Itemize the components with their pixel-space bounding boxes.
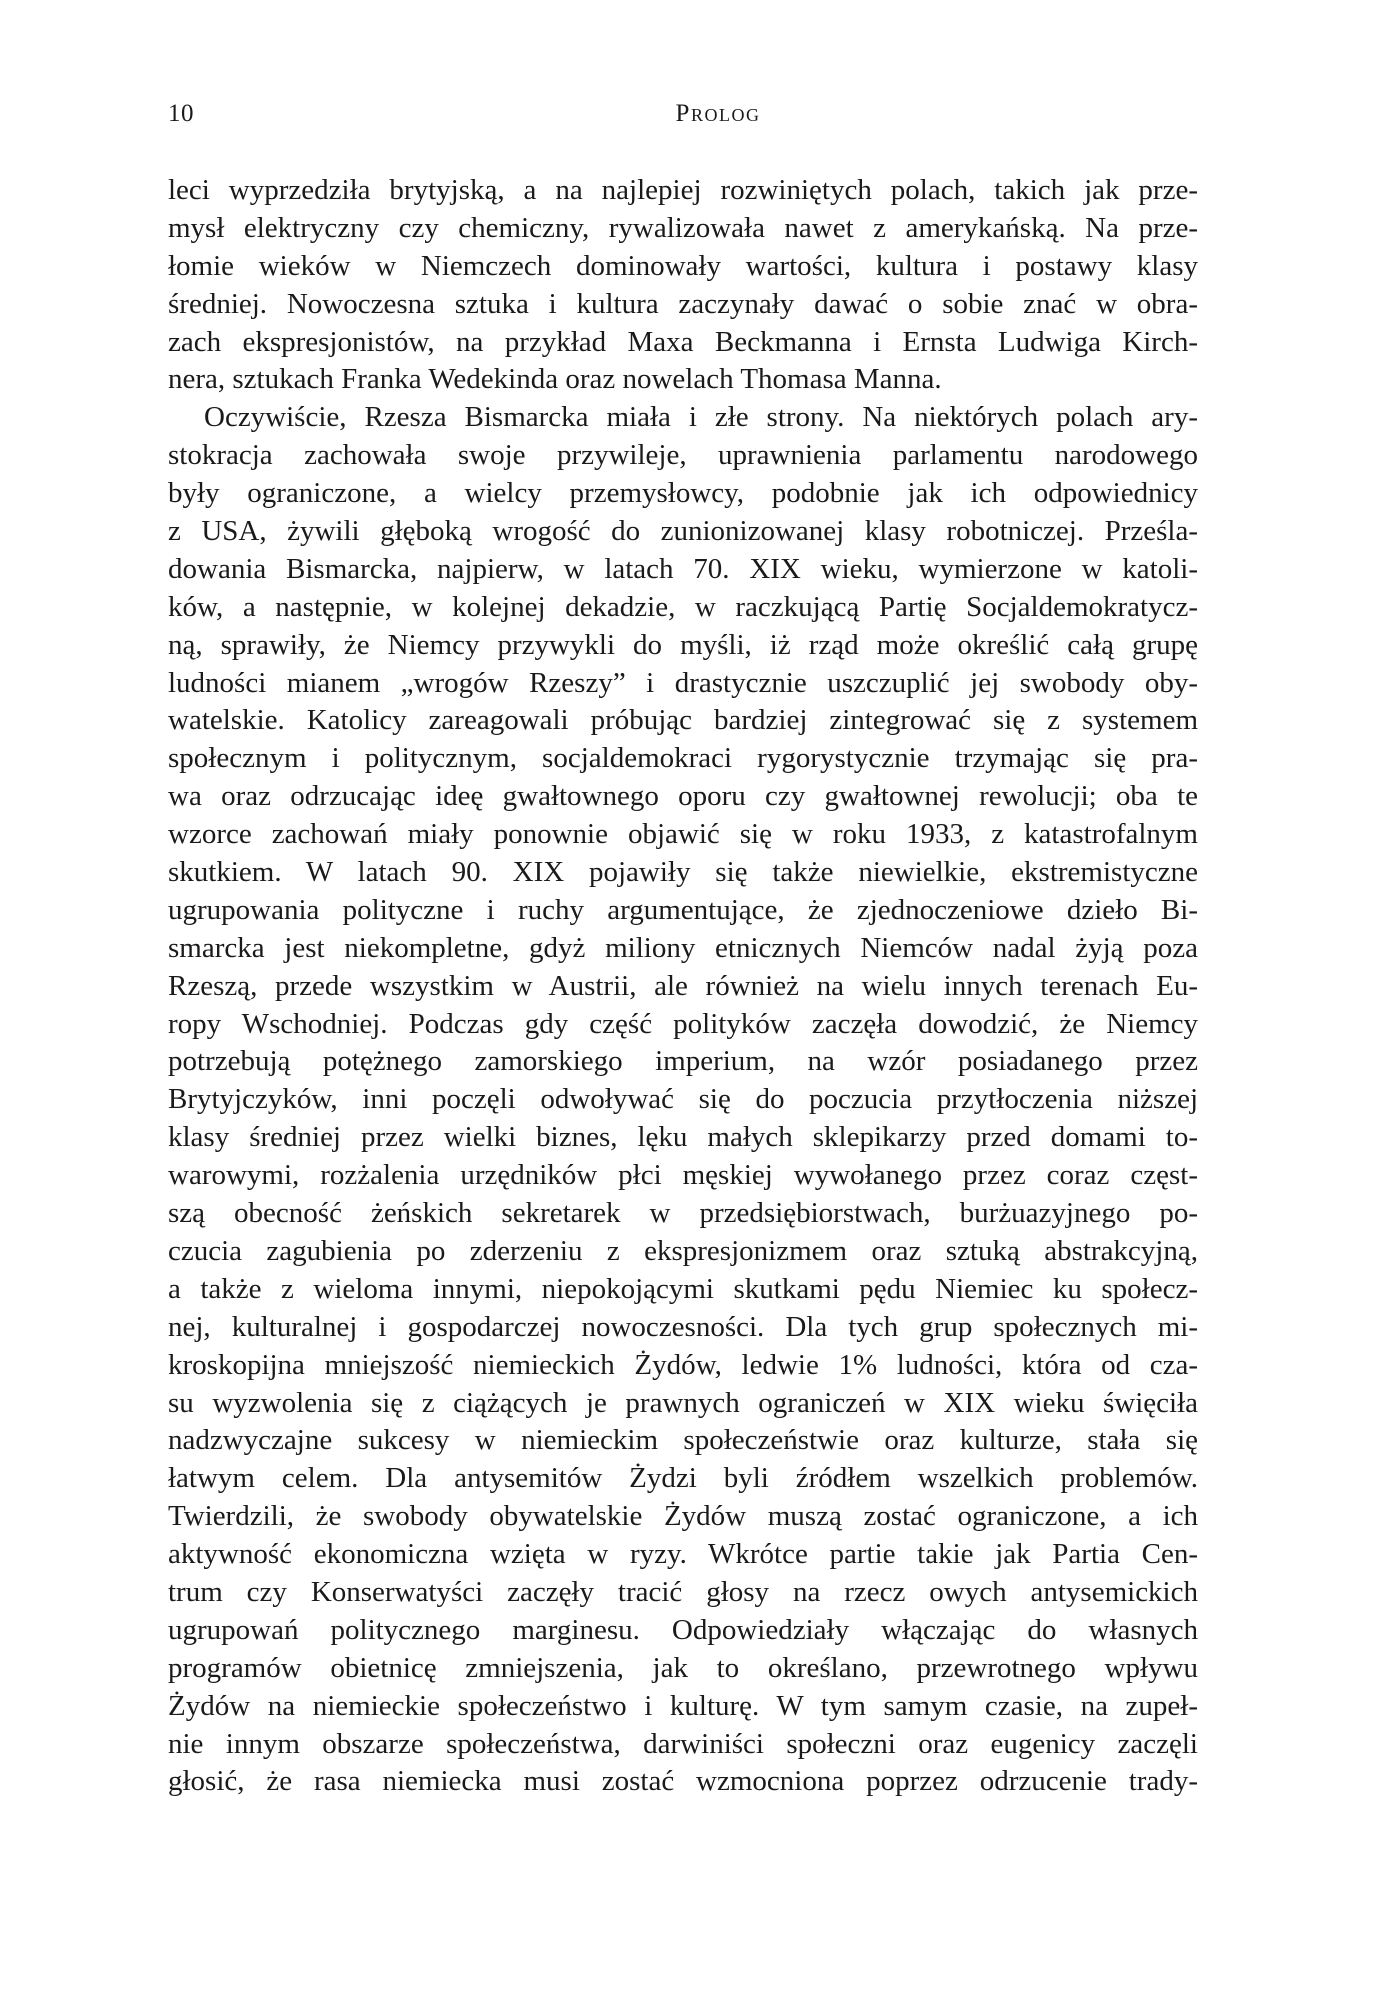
text-line: Oczywiście, Rzesza Bismarcka miała i złe strony. Na niektórych polach ary- [204,401,1198,434]
text-line: Brytyjczyków, inni poczęli odwoływać się do poczucia przytłoczenia niższej [168,1083,1198,1116]
text-line: wa oraz odrzucając ideę gwałtownego oporu czy gwałtownej rewolucji; oba te [168,780,1198,813]
text-line: Twierdzili, że swobody obywatelskie Żydów muszą zostać ograniczone, a ich [168,1500,1198,1533]
text-line: z USA, żywili głęboką wrogość do zunionizowanej klasy robotniczej. Prześla- [168,515,1198,548]
body-text [168,172,1198,1801]
text-line: su wyzwolenia się z ciążących je prawnych ograniczeń w XIX wieku święciła [168,1386,1198,1419]
text-line: watelskie. Katolicy zareagowali próbując bardziej zintegrować się z systemem [168,704,1198,737]
text-line: Żydów na niemieckie społeczeństwo i kulturę. W tym samym czasie, na zupeł- [168,1689,1198,1722]
text-line: społecznym i politycznym, socjaldemokraci rygorystycznie trzymając się pra- [168,742,1198,775]
text-line: ną, sprawiły, że Niemcy przywykli do myśli, iż rząd może określić całą grupę [168,628,1198,661]
text-line: ropy Wschodniej. Podczas gdy część polityków zaczęła dowodzić, że Niemcy [168,1007,1198,1040]
text-line: mysł elektryczny czy chemiczny, rywalizowała nawet z amerykańską. Na prze- [168,211,1198,244]
running-title: Prolog [675,100,761,127]
text-line: ugrupowań politycznego marginesu. Odpowiedziały włączając do własnych [168,1613,1198,1646]
text-line: nie innym obszarze społeczeństwa, darwiniści społeczni oraz eugenicy zaczęli [168,1727,1198,1760]
text-line: trum czy Konserwatyści zaczęły tracić głosy na rzecz owych antysemickich [168,1575,1198,1608]
paragraph [168,172,1198,399]
text-line: stokracja zachowała swoje przywileje, uprawnienia parlamentu narodowego [168,439,1198,472]
running-head [168,100,1198,136]
text-line: łomie wieków w Niemczech dominowały wartości, kultura i postawy klasy [168,249,1198,282]
text-line: leci wyprzedziła brytyjską, a na najlepiej rozwiniętych polach, takich jak prze- [168,174,1198,206]
text-line: klasy średniej przez wielki biznes, lęku małych sklepikarzy przed domami to- [168,1121,1198,1154]
text-line: ludności mianem „wrogów Rzeszy” i drastycznie uszczuplić jej swobody oby- [168,666,1198,699]
text-line: warowymi, rozżalenia urzędników płci męskiej wywołanego przez coraz częst- [168,1159,1198,1192]
text-line: nej, kulturalnej i gospodarczej nowoczesności. Dla tych grup społecznych mi- [168,1310,1198,1343]
text-line: ugrupowania polityczne i ruchy argumentujące, że zjednoczeniowe dzieło Bi- [168,893,1198,926]
text-line: Rzeszą, przede wszystkim w Austrii, ale również na wielu innych terenach Eu- [168,969,1198,1002]
text-line: kroskopijna mniejszość niemieckich Żydów, ledwie 1% ludności, która od cza- [168,1348,1198,1381]
text-line: ków, a następnie, w kolejnej dekadzie, w raczkującą Partię Socjaldemokratycz- [168,590,1198,623]
text-line: nera, sztukach Franka Wedekinda oraz nowelach Thomasa Manna. [168,363,942,396]
text-line: wzorce zachowań miały ponownie objawić się w roku 1933, z katastrofalnym [168,818,1198,851]
text-line: były ograniczone, a wielcy przemysłowcy, podobnie jak ich odpowiednicy [168,477,1198,510]
text-line: zach ekspresjonistów, na przykład Maxa Beckmanna i Ernsta Ludwiga Kirch- [168,325,1198,358]
text-line: potrzebują potężnego zamorskiego imperium, na wzór posiadanego przez [168,1045,1198,1078]
text-line: aktywność ekonomiczna wzięta w ryzy. Wkrótce partie takie jak Partia Cen- [168,1538,1198,1571]
text-line: czucia zagubienia po zderzeniu z ekspresjonizmem oraz sztuką abstrakcyjną, [168,1234,1198,1267]
page-number: 10 [168,100,194,127]
text-line: smarcka jest niekompletne, gdyż miliony etnicznych Niemców nadal żyją poza [168,931,1198,964]
paragraph [168,399,1198,1801]
text-line: programów obietnicę zmniejszenia, jak to określano, przewrotnego wpływu [168,1651,1198,1684]
text-line: nadzwyczajne sukcesy w niemieckim społeczeństwie oraz kulturze, stała się [168,1424,1198,1457]
text-line: dowania Bismarcka, najpierw, w latach 70. XIX wieku, wymierzone w katoli- [168,552,1198,585]
text-line: głosić, że rasa niemiecka musi zostać wzmocniona poprzez odrzucenie trady- [168,1765,1198,1798]
text-line: a także z wieloma innymi, niepokojącymi skutkami pędu Niemiec ku społecz- [168,1272,1198,1305]
text-line: skutkiem. W latach 90. XIX pojawiły się także niewielkie, ekstremistyczne [168,856,1198,889]
text-line: średniej. Nowoczesna sztuka i kultura zaczynały dawać o sobie znać w obra- [168,287,1198,320]
text-line: łatwym celem. Dla antysemitów Żydzi byli źródłem wszelkich problemów. [168,1462,1198,1495]
text-line: szą obecność żeńskich sekretarek w przedsiębiorstwach, burżuazyjnego po- [168,1197,1198,1230]
